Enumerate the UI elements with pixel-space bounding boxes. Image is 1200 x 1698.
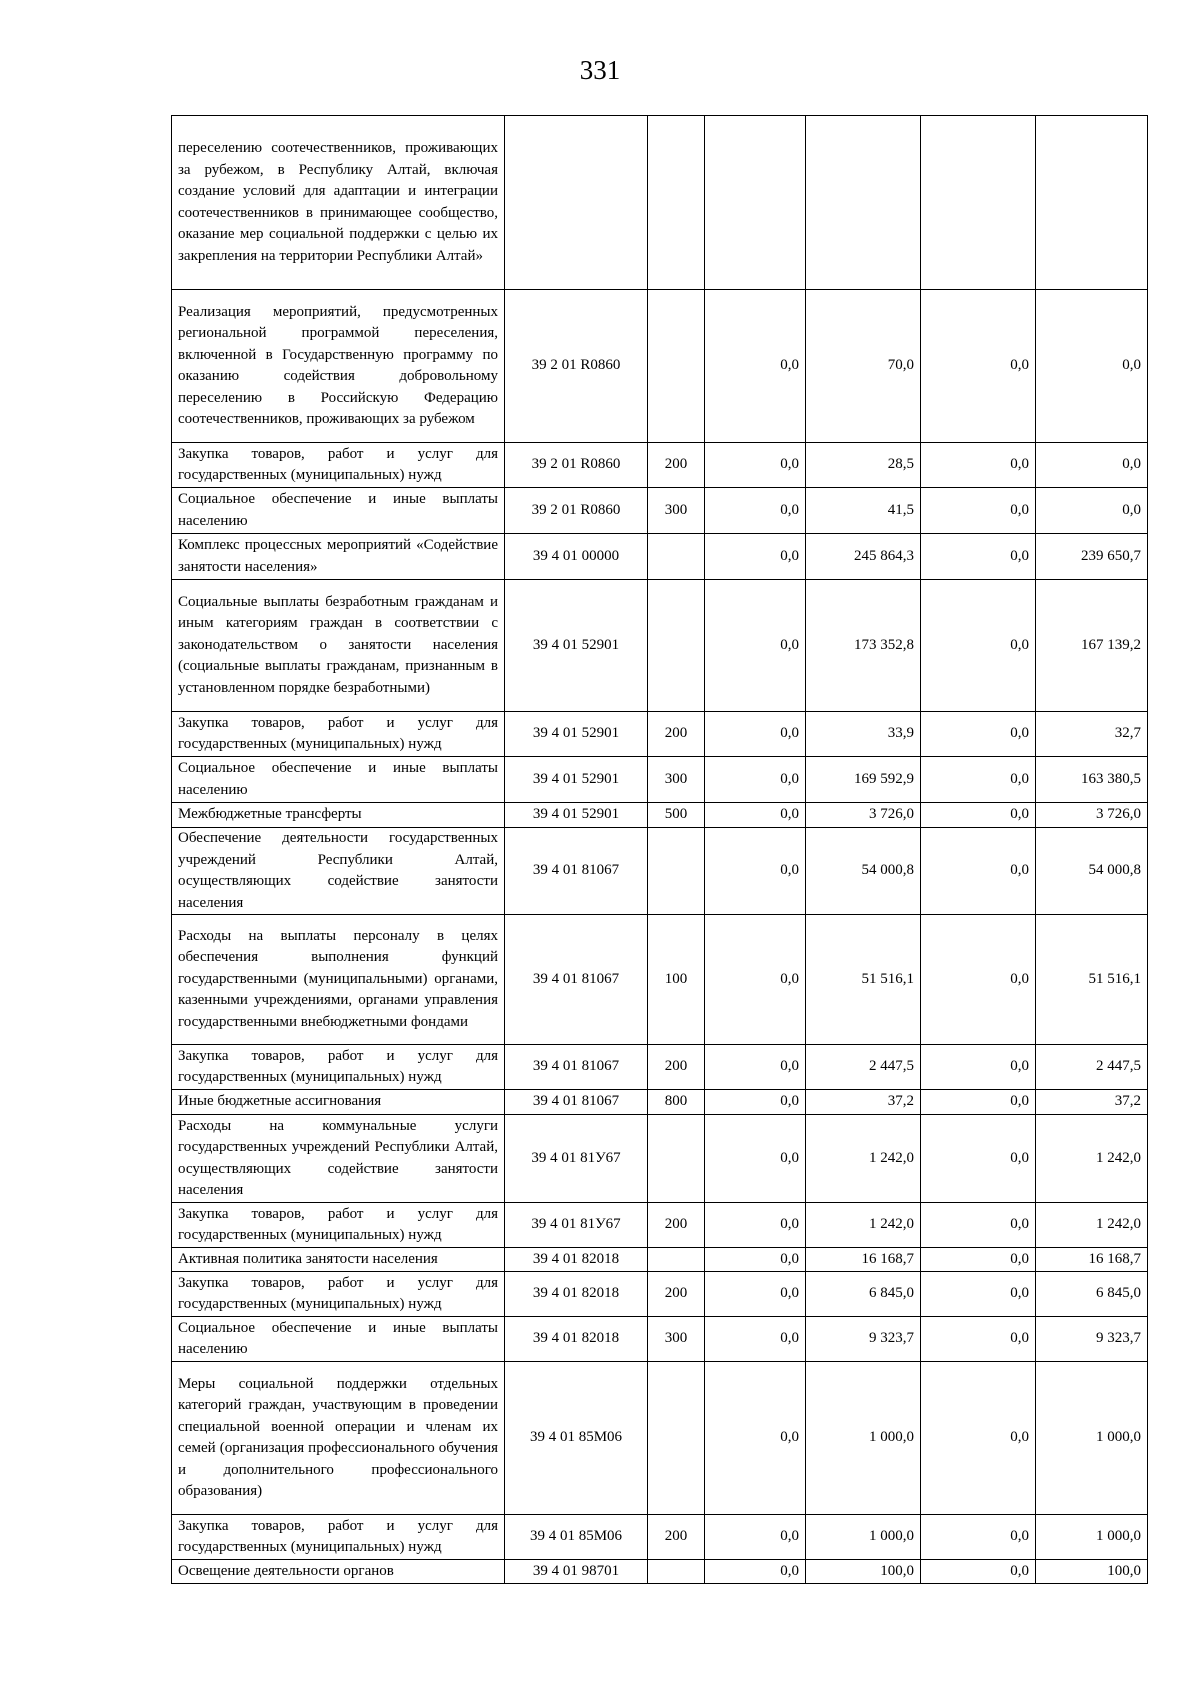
row-expense-type <box>648 1362 705 1515</box>
row-value-3: 0,0 <box>921 1115 1036 1203</box>
row-code: 39 4 01 00000 <box>505 534 648 580</box>
row-value-1: 0,0 <box>705 1090 806 1115</box>
page-number: 331 <box>579 55 621 85</box>
row-value-1: 0,0 <box>705 803 806 828</box>
row-value-2: 41,5 <box>806 488 921 534</box>
row-code: 39 4 01 82018 <box>505 1272 648 1317</box>
row-value-3: 0,0 <box>921 1317 1036 1362</box>
row-expense-type: 500 <box>648 803 705 828</box>
row-expense-type: 200 <box>648 1515 705 1560</box>
row-value-3: 0,0 <box>921 1203 1036 1248</box>
row-code: 39 4 01 82018 <box>505 1317 648 1362</box>
row-value-4: 1 000,0 <box>1036 1515 1148 1560</box>
table-row <box>172 488 1148 534</box>
row-name: Иные бюджетные ассигнования <box>172 1090 505 1115</box>
row-value-1: 0,0 <box>705 757 806 803</box>
row-value-4: 9 323,7 <box>1036 1317 1148 1362</box>
row-value-4: 16 168,7 <box>1036 1248 1148 1272</box>
table-row <box>172 803 1148 828</box>
row-value-1 <box>705 116 806 290</box>
row-value-3: 0,0 <box>921 443 1036 488</box>
row-value-3: 0,0 <box>921 1362 1036 1515</box>
table-row <box>172 534 1148 580</box>
table-row <box>172 443 1148 488</box>
row-name: Закупка товаров, работ и услуг для государственных (муниципальных) нужд <box>172 1203 505 1248</box>
row-value-1: 0,0 <box>705 1248 806 1272</box>
row-expense-type: 100 <box>648 915 705 1045</box>
row-value-4 <box>1036 116 1148 290</box>
row-name: Обеспечение деятельности государственных учреждений Республики Алтай, осуществляющих содействие занятости населения <box>172 828 505 915</box>
row-value-2: 70,0 <box>806 290 921 443</box>
row-value-2: 28,5 <box>806 443 921 488</box>
row-value-1: 0,0 <box>705 1115 806 1203</box>
row-value-2: 3 726,0 <box>806 803 921 828</box>
table-row <box>172 1090 1148 1115</box>
row-code: 39 4 01 81067 <box>505 1045 648 1090</box>
row-expense-type <box>648 290 705 443</box>
row-value-4: 2 447,5 <box>1036 1045 1148 1090</box>
table-row <box>172 1272 1148 1317</box>
row-name: Закупка товаров, работ и услуг для государственных (муниципальных) нужд <box>172 1272 505 1317</box>
row-value-4: 0,0 <box>1036 290 1148 443</box>
row-name: Закупка товаров, работ и услуг для государственных (муниципальных) нужд <box>172 1045 505 1090</box>
row-value-2: 245 864,3 <box>806 534 921 580</box>
row-value-2 <box>806 116 921 290</box>
row-expense-type: 200 <box>648 1203 705 1248</box>
budget-table-body <box>172 116 1148 1584</box>
table-row <box>172 712 1148 757</box>
row-value-4: 51 516,1 <box>1036 915 1148 1045</box>
row-value-3: 0,0 <box>921 1272 1036 1317</box>
row-expense-type: 200 <box>648 443 705 488</box>
row-value-3: 0,0 <box>921 803 1036 828</box>
row-value-4: 167 139,2 <box>1036 580 1148 712</box>
row-code: 39 4 01 52901 <box>505 580 648 712</box>
row-value-1: 0,0 <box>705 828 806 915</box>
row-value-1: 0,0 <box>705 1203 806 1248</box>
row-name: Активная политика занятости населения <box>172 1248 505 1272</box>
row-expense-type <box>648 1248 705 1272</box>
row-value-2: 51 516,1 <box>806 915 921 1045</box>
row-code: 39 4 01 98701 <box>505 1560 648 1584</box>
row-name: Социальные выплаты безработным гражданам и иным категориям граждан в соответствии с законодательством о занятости населения (социальные выплаты гражданам, признанным в установленном порядке безработными) <box>172 580 505 712</box>
row-name: Социальное обеспечение и иные выплаты населению <box>172 757 505 803</box>
row-name: Меры социальной поддержки отдельных категорий граждан, участвующим в проведении специальной военной операции и членам их семей (организация профессионального обучения и дополнительного профессионального образования) <box>172 1362 505 1515</box>
row-expense-type: 200 <box>648 1045 705 1090</box>
row-value-2: 1 000,0 <box>806 1362 921 1515</box>
row-name: Закупка товаров, работ и услуг для государственных (муниципальных) нужд <box>172 1515 505 1560</box>
row-name: переселению соотечественников, проживающих за рубежом, в Республику Алтай, включая создание условий для адаптации и интеграции соотечественников в принимающее сообщество, оказание мер социальной поддержки с целью их закрепления на территории Республики Алтай» <box>172 116 505 290</box>
row-value-2: 54 000,8 <box>806 828 921 915</box>
row-value-1: 0,0 <box>705 712 806 757</box>
table-row <box>172 1115 1148 1203</box>
row-value-3: 0,0 <box>921 1560 1036 1584</box>
row-name: Реализация мероприятий, предусмотренных региональной программой переселения, включенной в Государственную программу по оказанию содействия добровольному переселению в Российскую Федерацию соотечественников, проживающих за рубежом <box>172 290 505 443</box>
budget-table <box>171 115 1148 1584</box>
row-code: 39 4 01 85М06 <box>505 1362 648 1515</box>
table-row <box>172 1203 1148 1248</box>
row-value-1: 0,0 <box>705 1560 806 1584</box>
row-name: Расходы на коммунальные услуги государственных учреждений Республики Алтай, осуществляющих содействие занятости населения <box>172 1115 505 1203</box>
row-value-2: 173 352,8 <box>806 580 921 712</box>
row-value-3 <box>921 116 1036 290</box>
row-expense-type <box>648 580 705 712</box>
row-code: 39 4 01 81У67 <box>505 1203 648 1248</box>
row-value-1: 0,0 <box>705 1362 806 1515</box>
table-row <box>172 1248 1148 1272</box>
row-value-2: 169 592,9 <box>806 757 921 803</box>
row-name: Межбюджетные трансферты <box>172 803 505 828</box>
row-value-4: 3 726,0 <box>1036 803 1148 828</box>
row-value-4: 32,7 <box>1036 712 1148 757</box>
row-code: 39 4 01 81067 <box>505 915 648 1045</box>
row-code: 39 2 01 R0860 <box>505 488 648 534</box>
row-value-4: 163 380,5 <box>1036 757 1148 803</box>
row-value-2: 6 845,0 <box>806 1272 921 1317</box>
row-name: Расходы на выплаты персоналу в целях обеспечения выполнения функций государственными (муниципальными) органами, казенными учреждениями, органами управления государственными внебюджетными фондами <box>172 915 505 1045</box>
row-value-3: 0,0 <box>921 915 1036 1045</box>
row-code: 39 4 01 81067 <box>505 1090 648 1115</box>
row-value-3: 0,0 <box>921 1045 1036 1090</box>
row-code: 39 4 01 82018 <box>505 1248 648 1272</box>
row-name: Социальное обеспечение и иные выплаты населению <box>172 488 505 534</box>
row-code: 39 4 01 81У67 <box>505 1115 648 1203</box>
table-row <box>172 757 1148 803</box>
row-expense-type <box>648 534 705 580</box>
row-name: Закупка товаров, работ и услуг для государственных (муниципальных) нужд <box>172 712 505 757</box>
row-value-1: 0,0 <box>705 1045 806 1090</box>
row-value-4: 54 000,8 <box>1036 828 1148 915</box>
row-value-4: 37,2 <box>1036 1090 1148 1115</box>
row-value-2: 33,9 <box>806 712 921 757</box>
row-value-1: 0,0 <box>705 443 806 488</box>
table-row <box>172 116 1148 290</box>
row-expense-type: 200 <box>648 1272 705 1317</box>
table-row <box>172 1045 1148 1090</box>
row-expense-type <box>648 116 705 290</box>
table-row <box>172 828 1148 915</box>
row-value-1: 0,0 <box>705 534 806 580</box>
row-value-4: 1 000,0 <box>1036 1362 1148 1515</box>
row-value-4: 100,0 <box>1036 1560 1148 1584</box>
row-expense-type: 300 <box>648 757 705 803</box>
row-name: Освещение деятельности органов <box>172 1560 505 1584</box>
row-value-3: 0,0 <box>921 757 1036 803</box>
row-name: Социальное обеспечение и иные выплаты населению <box>172 1317 505 1362</box>
table-row <box>172 290 1148 443</box>
row-value-1: 0,0 <box>705 1272 806 1317</box>
row-value-1: 0,0 <box>705 1317 806 1362</box>
row-code: 39 4 01 52901 <box>505 757 648 803</box>
row-value-2: 9 323,7 <box>806 1317 921 1362</box>
table-row <box>172 1515 1148 1560</box>
row-name: Закупка товаров, работ и услуг для государственных (муниципальных) нужд <box>172 443 505 488</box>
row-value-3: 0,0 <box>921 712 1036 757</box>
row-expense-type: 800 <box>648 1090 705 1115</box>
row-code: 39 2 01 R0860 <box>505 443 648 488</box>
table-row <box>172 915 1148 1045</box>
row-value-4: 239 650,7 <box>1036 534 1148 580</box>
row-value-2: 100,0 <box>806 1560 921 1584</box>
row-value-1: 0,0 <box>705 915 806 1045</box>
row-value-1: 0,0 <box>705 488 806 534</box>
row-value-2: 16 168,7 <box>806 1248 921 1272</box>
row-code: 39 4 01 52901 <box>505 712 648 757</box>
row-name: Комплекс процессных мероприятий «Содействие занятости населения» <box>172 534 505 580</box>
row-code: 39 2 01 R0860 <box>505 290 648 443</box>
row-expense-type <box>648 828 705 915</box>
row-value-4: 1 242,0 <box>1036 1115 1148 1203</box>
row-expense-type <box>648 1115 705 1203</box>
row-value-4: 0,0 <box>1036 443 1148 488</box>
row-value-2: 37,2 <box>806 1090 921 1115</box>
row-value-2: 1 242,0 <box>806 1203 921 1248</box>
row-value-1: 0,0 <box>705 580 806 712</box>
row-value-3: 0,0 <box>921 290 1036 443</box>
row-value-3: 0,0 <box>921 1248 1036 1272</box>
row-value-2: 1 000,0 <box>806 1515 921 1560</box>
row-value-1: 0,0 <box>705 290 806 443</box>
row-value-4: 1 242,0 <box>1036 1203 1148 1248</box>
table-row <box>172 580 1148 712</box>
row-code: 39 4 01 85М06 <box>505 1515 648 1560</box>
table-row <box>172 1317 1148 1362</box>
row-code <box>505 116 648 290</box>
row-value-3: 0,0 <box>921 488 1036 534</box>
row-value-3: 0,0 <box>921 534 1036 580</box>
row-value-3: 0,0 <box>921 828 1036 915</box>
table-row <box>172 1362 1148 1515</box>
row-value-2: 1 242,0 <box>806 1115 921 1203</box>
table-row <box>172 1560 1148 1584</box>
row-value-2: 2 447,5 <box>806 1045 921 1090</box>
row-value-4: 6 845,0 <box>1036 1272 1148 1317</box>
row-expense-type: 300 <box>648 488 705 534</box>
row-expense-type: 300 <box>648 1317 705 1362</box>
row-code: 39 4 01 81067 <box>505 828 648 915</box>
row-value-1: 0,0 <box>705 1515 806 1560</box>
row-expense-type: 200 <box>648 712 705 757</box>
row-value-4: 0,0 <box>1036 488 1148 534</box>
row-value-3: 0,0 <box>921 580 1036 712</box>
row-value-3: 0,0 <box>921 1090 1036 1115</box>
row-value-3: 0,0 <box>921 1515 1036 1560</box>
row-expense-type <box>648 1560 705 1584</box>
row-code: 39 4 01 52901 <box>505 803 648 828</box>
